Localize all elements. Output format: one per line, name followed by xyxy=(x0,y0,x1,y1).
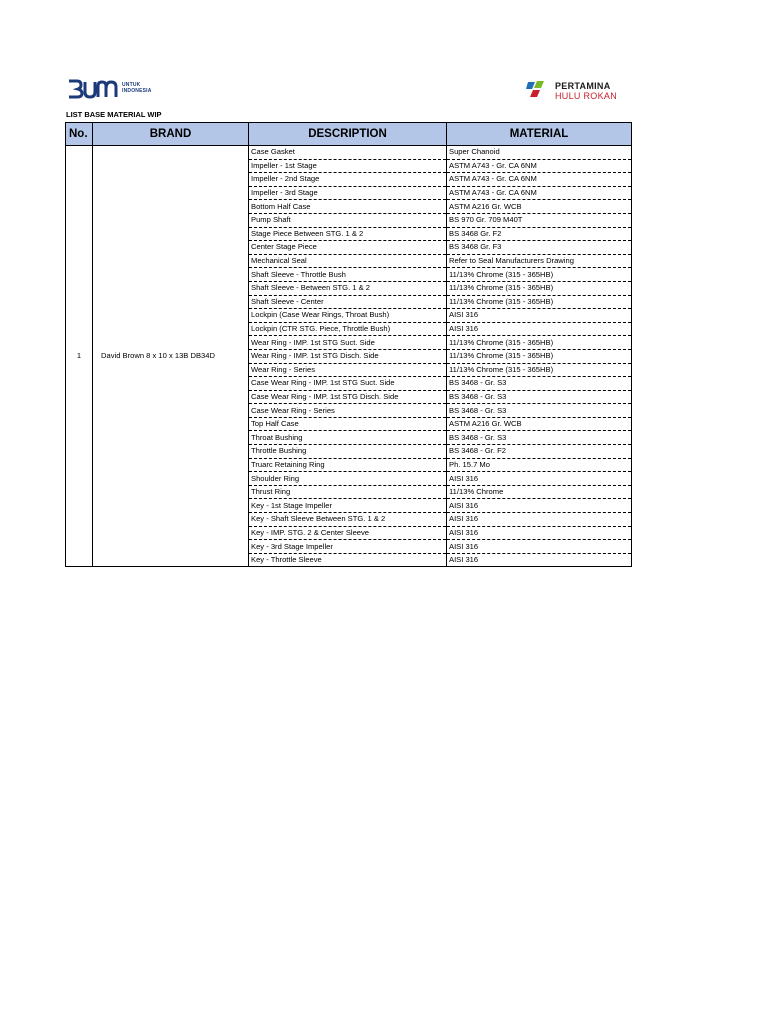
material-cell: ASTM A216 Gr. WCB xyxy=(447,200,632,214)
description-cell: Thrust Ring xyxy=(249,485,447,499)
description-cell: Top Half Case xyxy=(249,417,447,431)
description-cell: Stage Piece Between STG. 1 & 2 xyxy=(249,227,447,241)
description-cell: Shaft Sleeve - Center xyxy=(249,295,447,309)
description-cell: Key - Shaft Sleeve Between STG. 1 & 2 xyxy=(249,513,447,527)
material-cell: AISI 316 xyxy=(447,309,632,323)
description-cell: Key - Throttle Sleeve xyxy=(249,553,447,567)
material-cell: BS 3468 - Gr. S3 xyxy=(447,390,632,404)
table-header-row xyxy=(66,123,632,146)
description-cell: Shoulder Ring xyxy=(249,472,447,486)
bumn-logo-mark xyxy=(66,77,120,101)
material-cell: AISI 316 xyxy=(447,526,632,540)
material-cell: 11/13% Chrome (315 - 365HB) xyxy=(447,268,632,282)
pertamina-logo-subtitle: HULU ROKAN xyxy=(555,91,618,101)
material-cell: AISI 316 xyxy=(447,322,632,336)
material-cell: AISI 316 xyxy=(447,499,632,513)
material-cell: ASTM A743 - Gr. CA 6NM xyxy=(447,173,632,187)
description-cell: Mechanical Seal xyxy=(249,254,447,268)
column-header-material: MATERIAL xyxy=(447,123,632,146)
description-cell: Key - 1st Stage Impeller xyxy=(249,499,447,513)
description-cell: Truarc Retaining Ring xyxy=(249,458,447,472)
material-cell: 11/13% Chrome (315 - 365HB) xyxy=(447,349,632,363)
description-cell: Pump Shaft xyxy=(249,213,447,227)
material-cell: BS 3468 Gr. F3 xyxy=(447,241,632,255)
material-cell: AISI 316 xyxy=(447,540,632,554)
material-cell: BS 3468 - Gr. S3 xyxy=(447,404,632,418)
pertamina-logo xyxy=(526,78,636,104)
pertamina-logo-mark xyxy=(526,80,548,98)
description-cell: Case Wear Ring - IMP. 1st STG Disch. Side xyxy=(249,390,447,404)
material-cell: 11/13% Chrome (315 - 365HB) xyxy=(447,281,632,295)
material-cell: Refer to Seal Manufacturers Drawing xyxy=(447,254,632,268)
description-cell: Throat Bushing xyxy=(249,431,447,445)
bumn-logo-tagline: UNTUK INDONESIA xyxy=(122,82,152,94)
material-cell: AISI 316 xyxy=(447,553,632,567)
material-cell: 11/13% Chrome (315 - 365HB) xyxy=(447,363,632,377)
description-cell: Lockpin (CTR STG. Piece, Throttle Bush) xyxy=(249,322,447,336)
description-cell: Case Wear Ring - IMP. 1st STG Suct. Side xyxy=(249,377,447,391)
material-cell: BS 3468 - Gr. S3 xyxy=(447,377,632,391)
description-cell: Key - 3rd Stage Impeller xyxy=(249,540,447,554)
description-cell: Throttle Bushing xyxy=(249,445,447,459)
description-cell: Shaft Sleeve - Throttle Bush xyxy=(249,268,447,282)
material-cell: ASTM A743 - Gr. CA 6NM xyxy=(447,159,632,173)
description-cell: Lockpin (Case Wear Rings, Throat Bush) xyxy=(249,309,447,323)
column-header-no: No. xyxy=(66,123,93,146)
column-header-description: DESCRIPTION xyxy=(249,123,447,146)
description-cell: Impeller - 2nd Stage xyxy=(249,173,447,187)
description-cell: Center Stage Piece xyxy=(249,241,447,255)
description-cell: Wear Ring - IMP. 1st STG Disch. Side xyxy=(249,349,447,363)
material-cell: 11/13% Chrome xyxy=(447,485,632,499)
material-cell: 11/13% Chrome (315 - 365HB) xyxy=(447,336,632,350)
description-cell: Wear Ring - Series xyxy=(249,363,447,377)
material-cell: BS 970 Gr. 709 M40T xyxy=(447,213,632,227)
material-cell: BS 3468 - Gr. F2 xyxy=(447,445,632,459)
material-cell: ASTM A216 Gr. WCB xyxy=(447,417,632,431)
material-cell: Ph. 15.7 Mo xyxy=(447,458,632,472)
table-body xyxy=(66,146,632,567)
bumn-logo xyxy=(66,77,176,101)
description-cell: Bottom Half Case xyxy=(249,200,447,214)
description-cell: Impeller - 1st Stage xyxy=(249,159,447,173)
pertamina-logo-name: PERTAMINA xyxy=(555,81,611,91)
material-table xyxy=(65,122,632,567)
material-cell: BS 3468 Gr. F2 xyxy=(447,227,632,241)
material-cell: BS 3468 - Gr. S3 xyxy=(447,431,632,445)
row-number-cell: 1 xyxy=(66,146,93,567)
material-cell: AISI 316 xyxy=(447,472,632,486)
description-cell: Impeller - 3rd Stage xyxy=(249,186,447,200)
document-title: LIST BASE MATERIAL WIP xyxy=(66,110,162,119)
description-cell: Case Gasket xyxy=(249,146,447,160)
description-cell: Case Wear Ring - Series xyxy=(249,404,447,418)
description-cell: Wear Ring - IMP. 1st STG Suct. Side xyxy=(249,336,447,350)
description-cell: Shaft Sleeve - Between STG. 1 & 2 xyxy=(249,281,447,295)
material-cell: ASTM A743 - Gr. CA 6NM xyxy=(447,186,632,200)
material-cell: Super Chanoid xyxy=(447,146,632,160)
table-row xyxy=(66,146,632,160)
material-cell: AISI 316 xyxy=(447,513,632,527)
brand-cell: David Brown 8 x 10 x 13B DB34D xyxy=(93,146,249,567)
column-header-brand: BRAND xyxy=(93,123,249,146)
material-cell: 11/13% Chrome (315 - 365HB) xyxy=(447,295,632,309)
description-cell: Key - IMP. STG. 2 & Center Sleeve xyxy=(249,526,447,540)
